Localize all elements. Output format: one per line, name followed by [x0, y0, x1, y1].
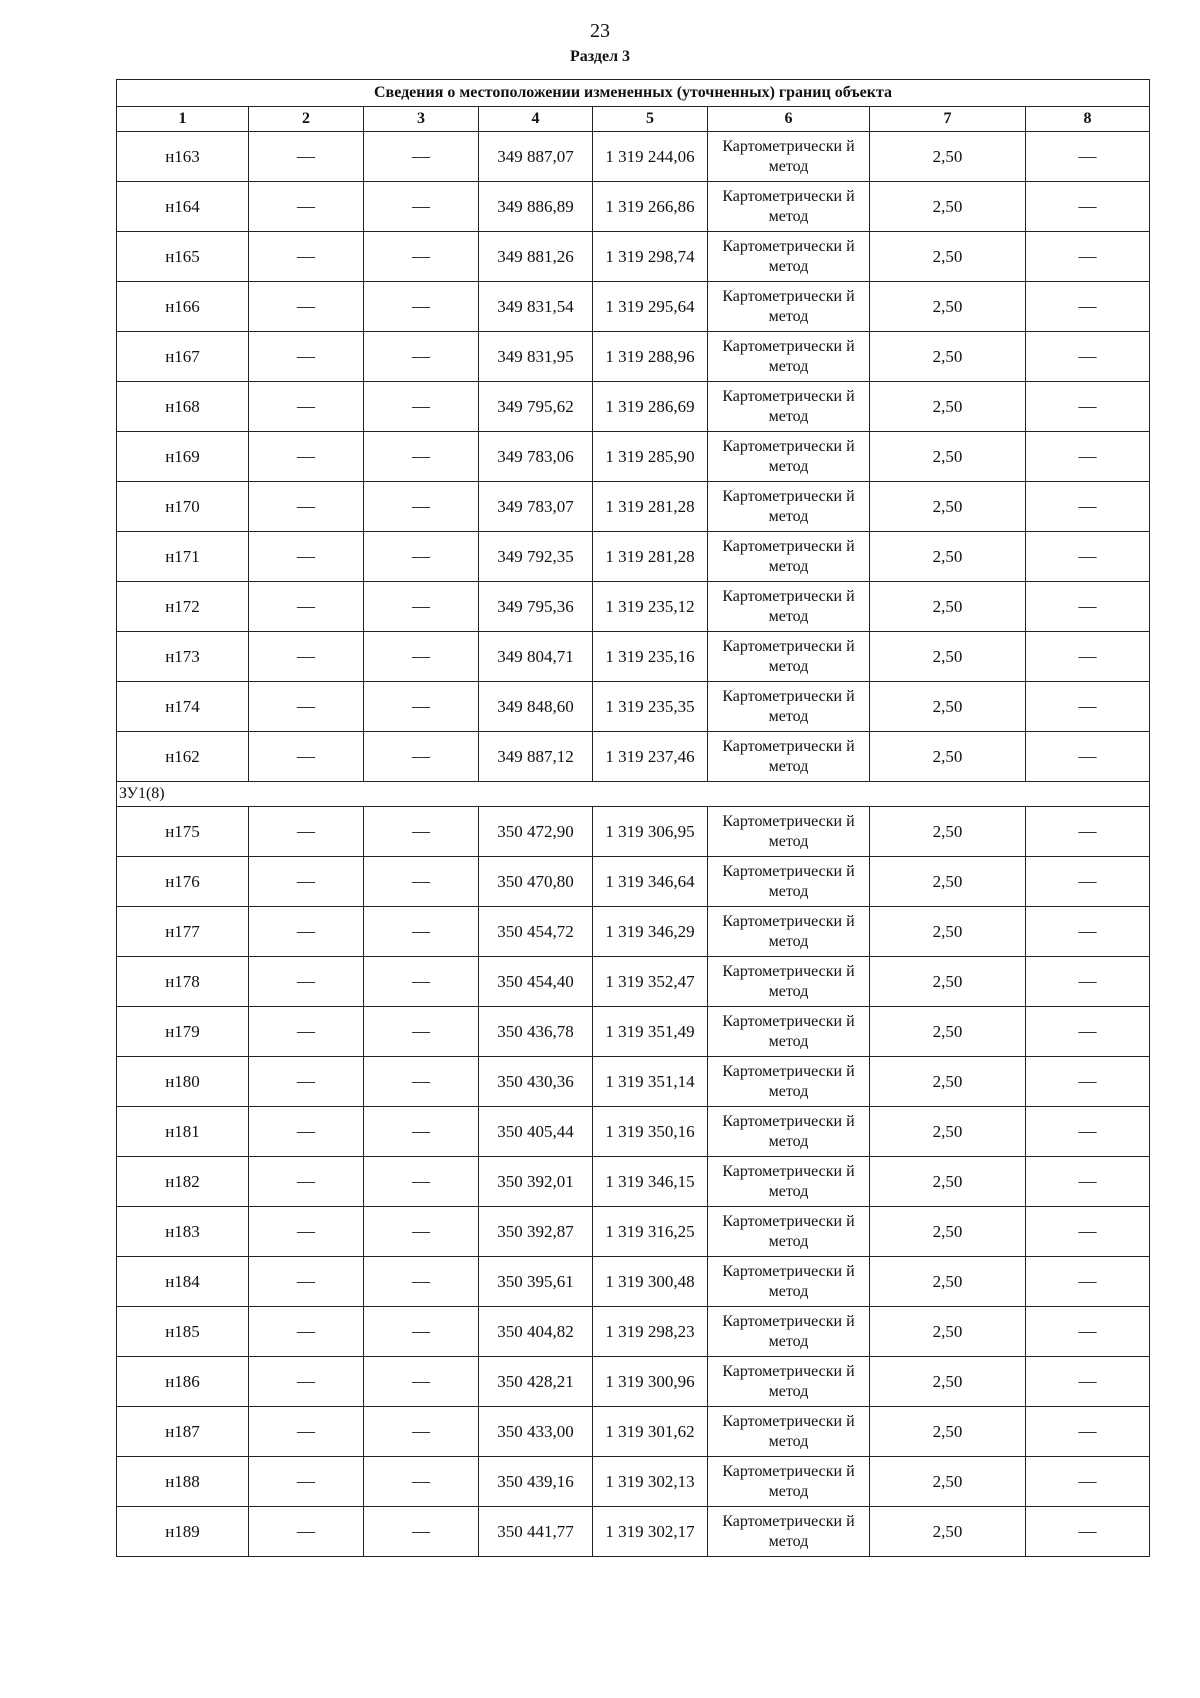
cell-col-2: —	[249, 582, 364, 632]
accuracy-cell: 2,50	[870, 957, 1026, 1007]
accuracy-cell: 2,50	[870, 532, 1026, 582]
cell-col-3: —	[364, 907, 479, 957]
x-coordinate-cell: 350 433,00	[479, 1407, 593, 1457]
accuracy-cell: 2,50	[870, 907, 1026, 957]
accuracy-cell: 2,50	[870, 482, 1026, 532]
cell-col-8: —	[1026, 1507, 1150, 1557]
y-coordinate-cell: 1 319 295,64	[593, 282, 708, 332]
accuracy-cell: 2,50	[870, 282, 1026, 332]
cell-col-2: —	[249, 282, 364, 332]
point-id-cell: н187	[117, 1407, 249, 1457]
accuracy-cell: 2,50	[870, 582, 1026, 632]
cell-col-3: —	[364, 1057, 479, 1107]
cell-col-8: —	[1026, 632, 1150, 682]
y-coordinate-cell: 1 319 244,06	[593, 132, 708, 182]
method-cell: Картометрически й метод	[708, 232, 870, 282]
cell-col-2: —	[249, 382, 364, 432]
cell-col-2: —	[249, 1057, 364, 1107]
y-coordinate-cell: 1 319 300,48	[593, 1257, 708, 1307]
table-row	[117, 1007, 1150, 1057]
table-caption: Сведения о местоположении измененных (уточненных) границ объекта	[117, 80, 1150, 107]
cell-col-8: —	[1026, 482, 1150, 532]
cell-col-3: —	[364, 582, 479, 632]
x-coordinate-cell: 349 795,62	[479, 382, 593, 432]
method-cell: Картометрически й метод	[708, 182, 870, 232]
cell-col-3: —	[364, 732, 479, 782]
y-coordinate-cell: 1 319 301,62	[593, 1407, 708, 1457]
x-coordinate-cell: 350 392,01	[479, 1157, 593, 1207]
point-id-cell: н171	[117, 532, 249, 582]
cell-col-8: —	[1026, 682, 1150, 732]
y-coordinate-cell: 1 319 300,96	[593, 1357, 708, 1407]
method-cell: Картометрически й метод	[708, 282, 870, 332]
y-coordinate-cell: 1 319 237,46	[593, 732, 708, 782]
x-coordinate-cell: 349 887,07	[479, 132, 593, 182]
cell-col-3: —	[364, 282, 479, 332]
accuracy-cell: 2,50	[870, 1457, 1026, 1507]
x-coordinate-cell: 350 436,78	[479, 1007, 593, 1057]
y-coordinate-cell: 1 319 298,74	[593, 232, 708, 282]
point-id-cell: н169	[117, 432, 249, 482]
cell-col-3: —	[364, 332, 479, 382]
point-id-cell: н167	[117, 332, 249, 382]
y-coordinate-cell: 1 319 352,47	[593, 957, 708, 1007]
table-row	[117, 1057, 1150, 1107]
table-row	[117, 1257, 1150, 1307]
method-cell: Картометрически й метод	[708, 807, 870, 857]
cell-col-8: —	[1026, 857, 1150, 907]
cell-col-3: —	[364, 857, 479, 907]
x-coordinate-cell: 350 404,82	[479, 1307, 593, 1357]
point-id-cell: н180	[117, 1057, 249, 1107]
x-coordinate-cell: 349 783,06	[479, 432, 593, 482]
method-cell: Картометрически й метод	[708, 432, 870, 482]
x-coordinate-cell: 349 804,71	[479, 632, 593, 682]
cell-col-2: —	[249, 1507, 364, 1557]
point-id-cell: н170	[117, 482, 249, 532]
x-coordinate-cell: 350 472,90	[479, 807, 593, 857]
method-cell: Картометрически й метод	[708, 332, 870, 382]
y-coordinate-cell: 1 319 351,14	[593, 1057, 708, 1107]
table-row	[117, 482, 1150, 532]
x-coordinate-cell: 350 454,40	[479, 957, 593, 1007]
method-cell: Картометрически й метод	[708, 1457, 870, 1507]
cell-col-3: —	[364, 1307, 479, 1357]
point-id-cell: н189	[117, 1507, 249, 1557]
table-row	[117, 857, 1150, 907]
x-coordinate-cell: 349 831,54	[479, 282, 593, 332]
cell-col-2: —	[249, 532, 364, 582]
cell-col-3: —	[364, 1207, 479, 1257]
cell-col-2: —	[249, 682, 364, 732]
y-coordinate-cell: 1 319 302,13	[593, 1457, 708, 1507]
cell-col-8: —	[1026, 432, 1150, 482]
table-row	[117, 282, 1150, 332]
table-row	[117, 432, 1150, 482]
x-coordinate-cell: 350 430,36	[479, 1057, 593, 1107]
x-coordinate-cell: 350 441,77	[479, 1507, 593, 1557]
cell-col-3: —	[364, 132, 479, 182]
table-row	[117, 1357, 1150, 1407]
point-id-cell: н165	[117, 232, 249, 282]
table-row	[117, 907, 1150, 957]
y-coordinate-cell: 1 319 316,25	[593, 1207, 708, 1257]
column-number: 3	[364, 107, 479, 132]
cell-col-2: —	[249, 957, 364, 1007]
cell-col-8: —	[1026, 232, 1150, 282]
y-coordinate-cell: 1 319 281,28	[593, 532, 708, 582]
boundary-table	[116, 79, 1150, 1557]
table-row	[117, 382, 1150, 432]
method-cell: Картометрически й метод	[708, 1007, 870, 1057]
accuracy-cell: 2,50	[870, 682, 1026, 732]
cell-col-2: —	[249, 1257, 364, 1307]
x-coordinate-cell: 349 792,35	[479, 532, 593, 582]
cell-col-8: —	[1026, 1057, 1150, 1107]
accuracy-cell: 2,50	[870, 1157, 1026, 1207]
x-coordinate-cell: 350 454,72	[479, 907, 593, 957]
accuracy-cell: 2,50	[870, 1207, 1026, 1257]
table-row	[117, 807, 1150, 857]
cell-col-2: —	[249, 1457, 364, 1507]
cell-col-8: —	[1026, 582, 1150, 632]
table-row	[117, 1157, 1150, 1207]
method-cell: Картометрически й метод	[708, 1357, 870, 1407]
table-row	[117, 582, 1150, 632]
cell-col-2: —	[249, 1007, 364, 1057]
cell-col-8: —	[1026, 1307, 1150, 1357]
y-coordinate-cell: 1 319 235,16	[593, 632, 708, 682]
method-cell: Картометрически й метод	[708, 1107, 870, 1157]
accuracy-cell: 2,50	[870, 382, 1026, 432]
cell-col-3: —	[364, 232, 479, 282]
cell-col-8: —	[1026, 1007, 1150, 1057]
point-id-cell: н186	[117, 1357, 249, 1407]
accuracy-cell: 2,50	[870, 432, 1026, 482]
cell-col-2: —	[249, 732, 364, 782]
y-coordinate-cell: 1 319 351,49	[593, 1007, 708, 1057]
point-id-cell: н175	[117, 807, 249, 857]
group-label: ЗУ1(8)	[117, 782, 1150, 807]
column-number-row	[117, 107, 1150, 132]
accuracy-cell: 2,50	[870, 807, 1026, 857]
cell-col-8: —	[1026, 1107, 1150, 1157]
y-coordinate-cell: 1 319 235,35	[593, 682, 708, 732]
cell-col-8: —	[1026, 732, 1150, 782]
point-id-cell: н174	[117, 682, 249, 732]
table-caption-row	[117, 80, 1150, 107]
table-row	[117, 1207, 1150, 1257]
table-row	[117, 532, 1150, 582]
point-id-cell: н184	[117, 1257, 249, 1307]
column-number: 5	[593, 107, 708, 132]
cell-col-8: —	[1026, 957, 1150, 1007]
y-coordinate-cell: 1 319 306,95	[593, 807, 708, 857]
y-coordinate-cell: 1 319 266,86	[593, 182, 708, 232]
x-coordinate-cell: 350 439,16	[479, 1457, 593, 1507]
table-row	[117, 1407, 1150, 1457]
table-row	[117, 1457, 1150, 1507]
x-coordinate-cell: 350 470,80	[479, 857, 593, 907]
point-id-cell: н178	[117, 957, 249, 1007]
accuracy-cell: 2,50	[870, 1357, 1026, 1407]
cell-col-2: —	[249, 1357, 364, 1407]
cell-col-2: —	[249, 907, 364, 957]
point-id-cell: н166	[117, 282, 249, 332]
table-row	[117, 1507, 1150, 1557]
method-cell: Картометрически й метод	[708, 1057, 870, 1107]
table-row	[117, 1107, 1150, 1157]
method-cell: Картометрически й метод	[708, 1207, 870, 1257]
table-row	[117, 132, 1150, 182]
method-cell: Картометрически й метод	[708, 582, 870, 632]
method-cell: Картометрически й метод	[708, 1407, 870, 1457]
group-row	[117, 782, 1150, 807]
x-coordinate-cell: 350 405,44	[479, 1107, 593, 1157]
column-number: 7	[870, 107, 1026, 132]
y-coordinate-cell: 1 319 346,64	[593, 857, 708, 907]
table-row	[117, 732, 1150, 782]
point-id-cell: н176	[117, 857, 249, 907]
table-row	[117, 957, 1150, 1007]
cell-col-2: —	[249, 807, 364, 857]
cell-col-8: —	[1026, 382, 1150, 432]
point-id-cell: н162	[117, 732, 249, 782]
accuracy-cell: 2,50	[870, 1007, 1026, 1057]
point-id-cell: н177	[117, 907, 249, 957]
accuracy-cell: 2,50	[870, 1057, 1026, 1107]
method-cell: Картометрически й метод	[708, 532, 870, 582]
cell-col-2: —	[249, 332, 364, 382]
cell-col-8: —	[1026, 132, 1150, 182]
cell-col-8: —	[1026, 1257, 1150, 1307]
method-cell: Картометрически й метод	[708, 632, 870, 682]
column-number: 4	[479, 107, 593, 132]
x-coordinate-cell: 349 848,60	[479, 682, 593, 732]
table-row	[117, 182, 1150, 232]
accuracy-cell: 2,50	[870, 857, 1026, 907]
method-cell: Картометрически й метод	[708, 1157, 870, 1207]
column-number: 8	[1026, 107, 1150, 132]
cell-col-8: —	[1026, 1157, 1150, 1207]
table-row	[117, 632, 1150, 682]
accuracy-cell: 2,50	[870, 232, 1026, 282]
method-cell: Картометрически й метод	[708, 682, 870, 732]
x-coordinate-cell: 349 887,12	[479, 732, 593, 782]
method-cell: Картометрически й метод	[708, 732, 870, 782]
table-body	[117, 132, 1150, 1557]
cell-col-3: —	[364, 1107, 479, 1157]
x-coordinate-cell: 349 831,95	[479, 332, 593, 382]
cell-col-8: —	[1026, 1407, 1150, 1457]
cell-col-2: —	[249, 232, 364, 282]
cell-col-2: —	[249, 1157, 364, 1207]
cell-col-3: —	[364, 432, 479, 482]
cell-col-3: —	[364, 1507, 479, 1557]
y-coordinate-cell: 1 319 281,28	[593, 482, 708, 532]
table-row	[117, 682, 1150, 732]
cell-col-8: —	[1026, 807, 1150, 857]
y-coordinate-cell: 1 319 346,29	[593, 907, 708, 957]
cell-col-2: —	[249, 1407, 364, 1457]
column-number: 2	[249, 107, 364, 132]
point-id-cell: н172	[117, 582, 249, 632]
cell-col-3: —	[364, 382, 479, 432]
y-coordinate-cell: 1 319 286,69	[593, 382, 708, 432]
point-id-cell: н188	[117, 1457, 249, 1507]
cell-col-8: —	[1026, 282, 1150, 332]
table-row	[117, 332, 1150, 382]
cell-col-8: —	[1026, 182, 1150, 232]
y-coordinate-cell: 1 319 235,12	[593, 582, 708, 632]
column-number: 6	[708, 107, 870, 132]
x-coordinate-cell: 350 395,61	[479, 1257, 593, 1307]
cell-col-3: —	[364, 1407, 479, 1457]
cell-col-8: —	[1026, 1357, 1150, 1407]
y-coordinate-cell: 1 319 350,16	[593, 1107, 708, 1157]
section-title: Раздел 3	[569, 48, 631, 65]
point-id-cell: н182	[117, 1157, 249, 1207]
cell-col-3: —	[364, 957, 479, 1007]
point-id-cell: н179	[117, 1007, 249, 1057]
accuracy-cell: 2,50	[870, 132, 1026, 182]
cell-col-2: —	[249, 632, 364, 682]
method-cell: Картометрически й метод	[708, 1307, 870, 1357]
cell-col-8: —	[1026, 332, 1150, 382]
x-coordinate-cell: 349 783,07	[479, 482, 593, 532]
x-coordinate-cell: 350 428,21	[479, 1357, 593, 1407]
column-number: 1	[117, 107, 249, 132]
cell-col-2: —	[249, 132, 364, 182]
cell-col-3: —	[364, 532, 479, 582]
method-cell: Картометрически й метод	[708, 957, 870, 1007]
method-cell: Картометрически й метод	[708, 1257, 870, 1307]
cell-col-2: —	[249, 432, 364, 482]
point-id-cell: н183	[117, 1207, 249, 1257]
cell-col-3: —	[364, 1357, 479, 1407]
y-coordinate-cell: 1 319 298,23	[593, 1307, 708, 1357]
point-id-cell: н185	[117, 1307, 249, 1357]
accuracy-cell: 2,50	[870, 1407, 1026, 1457]
cell-col-3: —	[364, 1257, 479, 1307]
cell-col-8: —	[1026, 1207, 1150, 1257]
accuracy-cell: 2,50	[870, 732, 1026, 782]
accuracy-cell: 2,50	[870, 1257, 1026, 1307]
cell-col-2: —	[249, 1107, 364, 1157]
cell-col-3: —	[364, 807, 479, 857]
point-id-cell: н163	[117, 132, 249, 182]
x-coordinate-cell: 349 881,26	[479, 232, 593, 282]
cell-col-2: —	[249, 857, 364, 907]
page-number: 23	[590, 20, 610, 42]
y-coordinate-cell: 1 319 288,96	[593, 332, 708, 382]
method-cell: Картометрически й метод	[708, 857, 870, 907]
accuracy-cell: 2,50	[870, 182, 1026, 232]
y-coordinate-cell: 1 319 302,17	[593, 1507, 708, 1557]
x-coordinate-cell: 350 392,87	[479, 1207, 593, 1257]
cell-col-3: —	[364, 632, 479, 682]
method-cell: Картометрически й метод	[708, 382, 870, 432]
y-coordinate-cell: 1 319 285,90	[593, 432, 708, 482]
cell-col-3: —	[364, 1007, 479, 1057]
cell-col-2: —	[249, 482, 364, 532]
cell-col-3: —	[364, 1157, 479, 1207]
method-cell: Картометрически й метод	[708, 907, 870, 957]
cell-col-3: —	[364, 682, 479, 732]
point-id-cell: н164	[117, 182, 249, 232]
accuracy-cell: 2,50	[870, 332, 1026, 382]
method-cell: Картометрически й метод	[708, 482, 870, 532]
cell-col-2: —	[249, 1207, 364, 1257]
cell-col-8: —	[1026, 907, 1150, 957]
cell-col-8: —	[1026, 532, 1150, 582]
x-coordinate-cell: 349 795,36	[479, 582, 593, 632]
accuracy-cell: 2,50	[870, 1107, 1026, 1157]
point-id-cell: н168	[117, 382, 249, 432]
point-id-cell: н181	[117, 1107, 249, 1157]
accuracy-cell: 2,50	[870, 632, 1026, 682]
x-coordinate-cell: 349 886,89	[479, 182, 593, 232]
method-cell: Картометрически й метод	[708, 132, 870, 182]
cell-col-3: —	[364, 1457, 479, 1507]
table-row	[117, 1307, 1150, 1357]
cell-col-2: —	[249, 1307, 364, 1357]
accuracy-cell: 2,50	[870, 1307, 1026, 1357]
point-id-cell: н173	[117, 632, 249, 682]
cell-col-8: —	[1026, 1457, 1150, 1507]
y-coordinate-cell: 1 319 346,15	[593, 1157, 708, 1207]
accuracy-cell: 2,50	[870, 1507, 1026, 1557]
cell-col-2: —	[249, 182, 364, 232]
cell-col-3: —	[364, 182, 479, 232]
cell-col-3: —	[364, 482, 479, 532]
method-cell: Картометрически й метод	[708, 1507, 870, 1557]
table-row	[117, 232, 1150, 282]
